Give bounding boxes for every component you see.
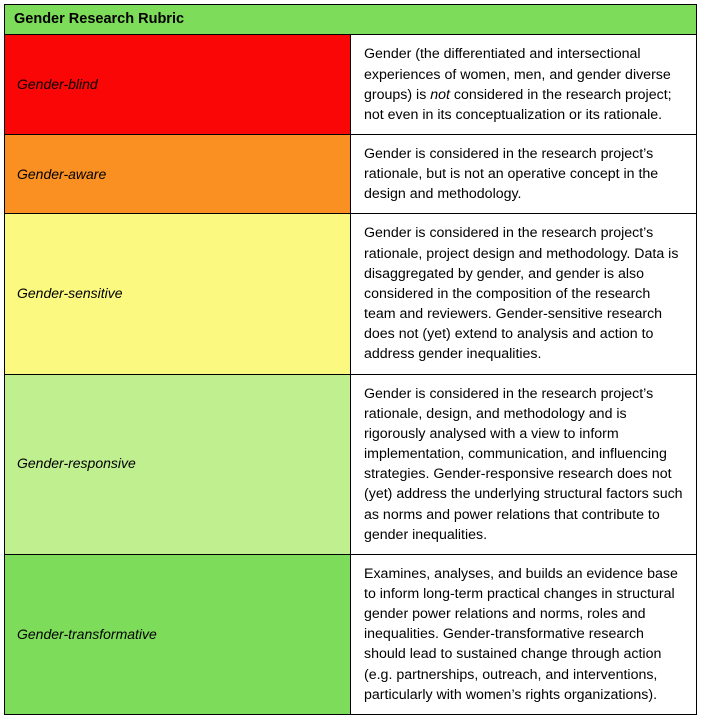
level-label-gender-blind: Gender-blind — [5, 35, 351, 135]
level-label-gender-sensitive: Gender-sensitive — [5, 214, 351, 374]
table-row — [5, 35, 697, 135]
level-description-gender-sensitive: Gender is considered in the research project’s rationale, project design and methodology. Data is disaggregated by gender, and gender is also considered in the composition of the research team and reviewers. Gender-sensitive research does not (yet) extend to analysis and action to address gender inequalities. — [351, 214, 697, 374]
table-row — [5, 214, 697, 374]
level-description-gender-aware: Gender is considered in the research project’s rationale, but is not an operative concept in the design and methodology. — [351, 135, 697, 214]
level-label-gender-aware: Gender-aware — [5, 135, 351, 214]
rubric-title: Gender Research Rubric — [5, 5, 697, 35]
level-description-gender-transformative: Examines, analyses, and builds an evidence base to inform long-term practical changes in structural gender power relations and norms, roles and inequalities. Gender-transformative research should lead to sustained change through action (e.g. partnerships, outreach, and interventions, particularly with women’s rights organizations). — [351, 554, 697, 714]
level-label-gender-responsive: Gender-responsive — [5, 374, 351, 554]
description-emphasis: not — [430, 86, 450, 103]
level-description-gender-blind — [351, 35, 697, 135]
description-text-post: considered in the research project; not even in its conceptualization or its rationale. — [364, 86, 672, 123]
table-row — [5, 554, 697, 714]
rubric-table — [4, 4, 697, 715]
table-row — [5, 374, 697, 554]
table-row — [5, 135, 697, 214]
table-row-title — [5, 5, 697, 35]
level-label-gender-transformative: Gender-transformative — [5, 554, 351, 714]
level-description-gender-responsive: Gender is considered in the research project’s rationale, design, and methodology and is rigorously analysed with a view to inform implementation, communication, and influencing strategies. Gender-responsive research does not (yet) address the underlying structural factors such as norms and power relations that contribute to gender inequalities. — [351, 374, 697, 554]
description-text-pre: Gender (the differentiated and intersectional experiences of women, men, and gender diverse groups) is — [364, 46, 671, 103]
